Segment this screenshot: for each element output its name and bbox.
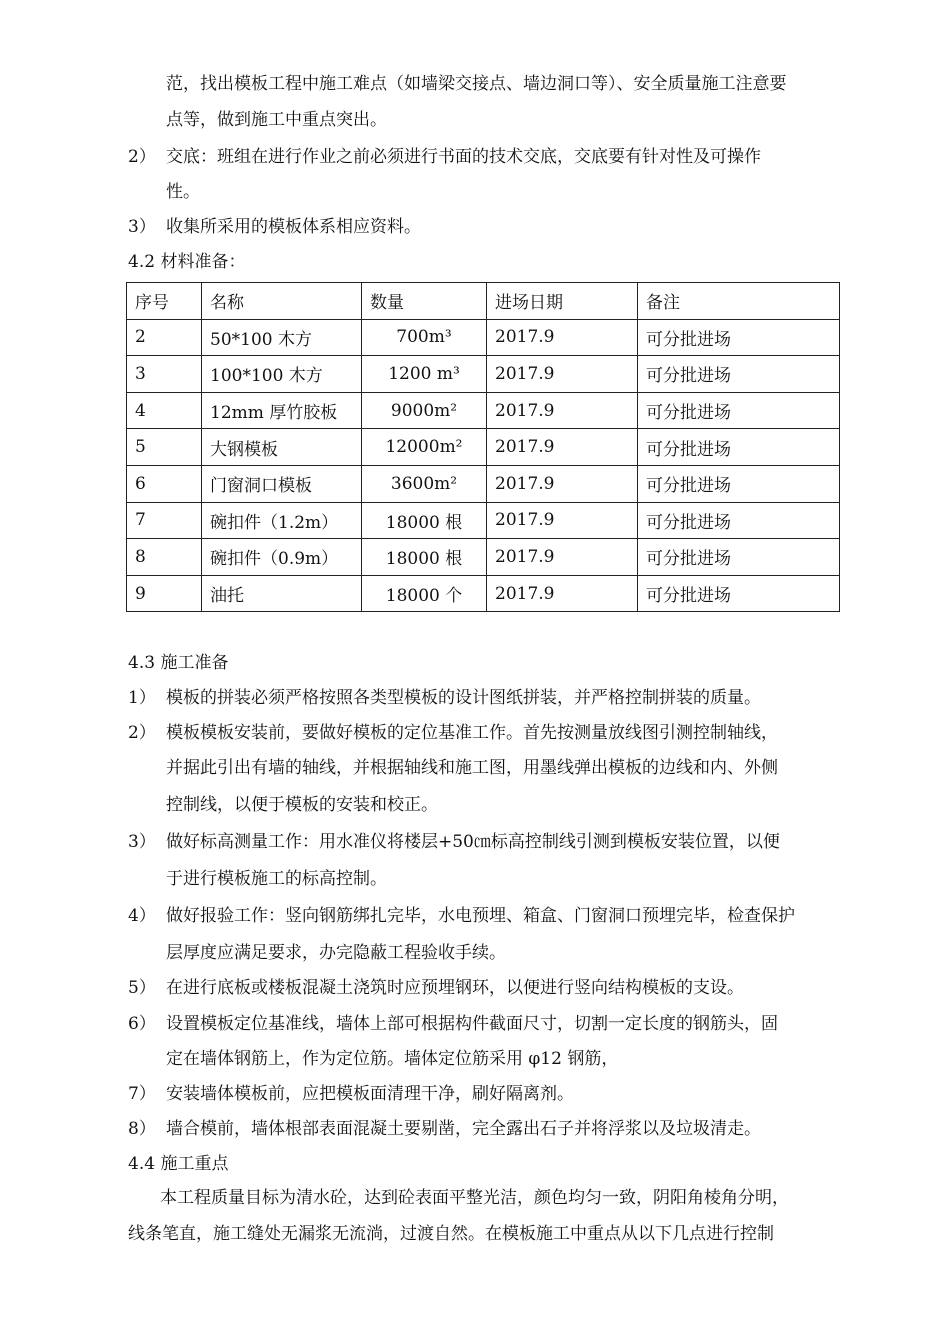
table-cell: 可分批进场 xyxy=(638,465,840,502)
table-cell: 油托 xyxy=(202,575,362,612)
paragraph-line: 点等，做到施工中重点突出。 xyxy=(166,110,387,130)
table-cell: 可分批进场 xyxy=(638,502,840,539)
list-item-line: 在进行底板或楼板混凝土浇筑时应预埋钢环，以便进行竖向结构模板的支设。 xyxy=(166,978,744,998)
table-cell: 2017.9 xyxy=(487,392,638,429)
section-heading: 4.2 材料准备： xyxy=(128,252,246,272)
list-number: 3） xyxy=(128,832,156,852)
list-number: 4） xyxy=(128,906,156,926)
table-cell: 2 xyxy=(127,319,202,356)
list-item-line: 墙合模前，墙体根部表面混凝土要剔凿，完全露出石子并将浮浆以及垃圾清走。 xyxy=(166,1119,761,1139)
table-cell: 可分批进场 xyxy=(638,575,840,612)
table-cell: 2017.9 xyxy=(487,539,638,576)
list-number: 1） xyxy=(128,688,156,708)
table-cell: 碗扣件（1.2m） xyxy=(202,502,362,539)
table-cell: 700m³ xyxy=(362,319,487,356)
header-cell: 序号 xyxy=(127,283,202,320)
list-item-line: 做好报验工作：竖向钢筋绑扎完毕，水电预埋、箱盒、门窗洞口预埋完毕，检查保护 xyxy=(166,906,795,926)
list-item-line: 层厚度应满足要求，办完隐蔽工程验收手续。 xyxy=(166,943,506,963)
header-cell: 名称 xyxy=(202,283,362,320)
table-cell: 可分批进场 xyxy=(638,429,840,466)
table-cell: 100*100 木方 xyxy=(202,356,362,393)
table-cell: 7 xyxy=(127,502,202,539)
table-cell: 可分批进场 xyxy=(638,539,840,576)
table-cell: 4 xyxy=(127,392,202,429)
table-cell: 18000 根 xyxy=(362,539,487,576)
list-item-line: 安装墙体模板前，应把模板面清理干净，刷好隔离剂。 xyxy=(166,1084,574,1104)
table-cell: 可分批进场 xyxy=(638,319,840,356)
table-header-row xyxy=(127,283,840,320)
table-row xyxy=(127,465,840,502)
list-number: 2） xyxy=(128,147,156,167)
table-cell: 5 xyxy=(127,429,202,466)
table-cell: 2017.9 xyxy=(487,319,638,356)
list-number: 6） xyxy=(128,1014,156,1034)
table-cell: 9 xyxy=(127,575,202,612)
table-row xyxy=(127,575,840,612)
table-cell: 门窗洞口模板 xyxy=(202,465,362,502)
list-item-line: 交底：班组在进行作业之前必须进行书面的技术交底，交底要有针对性及可操作 xyxy=(166,147,761,167)
list-item-line: 控制线，以便于模板的安装和校正。 xyxy=(166,795,438,815)
table-cell: 2017.9 xyxy=(487,429,638,466)
list-item-line: 设置模板定位基准线，墙体上部可根据构件截面尺寸，切割一定长度的钢筋头，固 xyxy=(166,1014,778,1034)
list-number: 2） xyxy=(128,723,156,743)
table-cell: 1200 m³ xyxy=(362,356,487,393)
list-item-line: 模板模板安装前，要做好模板的定位基准工作。首先按测量放线图引测控制轴线， xyxy=(166,723,778,743)
header-cell: 进场日期 xyxy=(487,283,638,320)
table-cell: 2017.9 xyxy=(487,502,638,539)
list-number: 8） xyxy=(128,1119,156,1139)
section-heading: 4.4 施工重点 xyxy=(128,1154,229,1174)
table-cell: 12000m² xyxy=(362,429,487,466)
table-row xyxy=(127,356,840,393)
table-cell: 50*100 木方 xyxy=(202,319,362,356)
list-number: 7） xyxy=(128,1084,156,1104)
header-cell: 备注 xyxy=(638,283,840,320)
list-item-line: 收集所采用的模板体系相应资料。 xyxy=(166,217,421,237)
table-cell: 18000 个 xyxy=(362,575,487,612)
paragraph-line: 范，找出模板工程中施工难点（如墙梁交接点、墙边洞口等）、安全质量施工注意要 xyxy=(166,74,787,94)
table-cell: 18000 根 xyxy=(362,502,487,539)
table-cell: 3600m² xyxy=(362,465,487,502)
section-heading: 4.3 施工准备 xyxy=(128,653,229,673)
list-item-line: 性。 xyxy=(166,182,200,202)
list-item-line: 模板的拼装必须严格按照各类型模板的设计图纸拼装，并严格控制拼装的质量。 xyxy=(166,688,761,708)
list-item-line: 做好标高测量工作：用水准仪将楼层+50㎝标高控制线引测到模板安装位置，以便 xyxy=(166,832,780,852)
list-item-line: 于进行模板施工的标高控制。 xyxy=(166,869,387,889)
list-number: 3） xyxy=(128,217,156,237)
table-row xyxy=(127,502,840,539)
list-item-line: 定在墙体钢筋上，作为定位筋。墙体定位筋采用 φ12 钢筋， xyxy=(166,1049,619,1069)
table-cell: 大钢模板 xyxy=(202,429,362,466)
table-cell: 9000m² xyxy=(362,392,487,429)
table-cell: 可分批进场 xyxy=(638,356,840,393)
table-row xyxy=(127,392,840,429)
materials-table xyxy=(126,282,840,612)
header-cell: 数量 xyxy=(362,283,487,320)
table-cell: 碗扣件（0.9m） xyxy=(202,539,362,576)
table-cell: 2017.9 xyxy=(487,465,638,502)
table-cell: 8 xyxy=(127,539,202,576)
paragraph-line: 本工程质量目标为清水砼，达到砼表面平整光洁，颜色均匀一致，阴阳角棱角分明， xyxy=(160,1188,789,1208)
paragraph-line: 线条笔直，施工缝处无漏浆无流淌，过渡自然。在模板施工中重点从以下几点进行控制 xyxy=(128,1224,774,1244)
table-row xyxy=(127,429,840,466)
list-number: 5） xyxy=(128,978,156,998)
table-cell: 2017.9 xyxy=(487,356,638,393)
table-cell: 可分批进场 xyxy=(638,392,840,429)
table-cell: 2017.9 xyxy=(487,575,638,612)
table-row xyxy=(127,539,840,576)
table-row xyxy=(127,319,840,356)
table-cell: 6 xyxy=(127,465,202,502)
table-cell: 12mm 厚竹胶板 xyxy=(202,392,362,429)
list-item-line: 并据此引出有墙的轴线，并根据轴线和施工图，用墨线弹出模板的边线和内、外侧 xyxy=(166,758,778,778)
table-cell: 3 xyxy=(127,356,202,393)
